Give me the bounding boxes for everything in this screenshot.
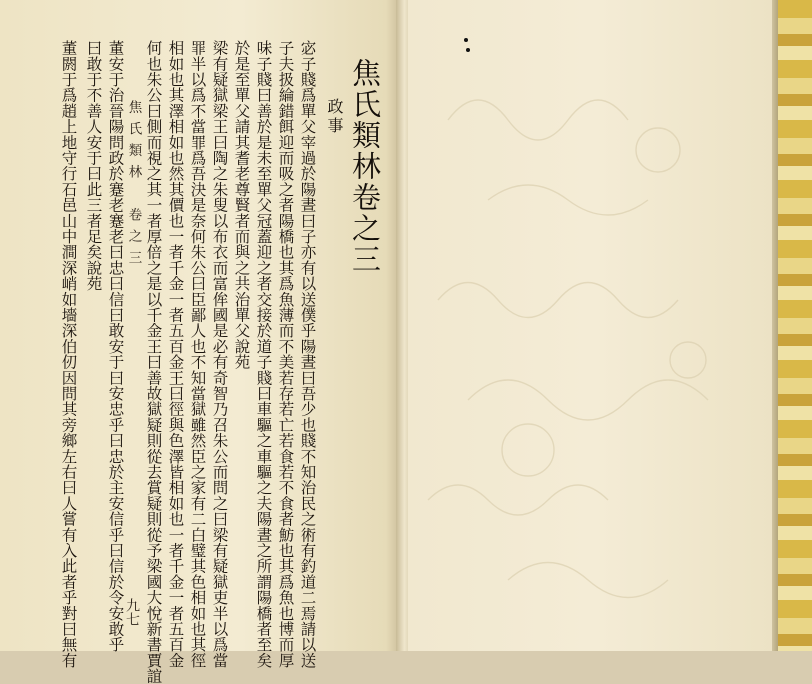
text-column: 何也朱公曰側而視之其一者厚倍之是以千金王曰善故獄疑則從去賞疑則從予梁國大悅新書賈誼 (144, 40, 163, 684)
text-column: 宓子賤爲單父宰過於陽晝曰子亦有以送僕乎陽晝曰吾少也賤不知治民之術有釣道二焉請以送 (298, 40, 317, 668)
text-column: 董安于治晉陽問政於蹇老蹇老曰忠曰信曰敢安于曰安忠乎曰忠於主安信乎曰信於令安敢乎 (106, 40, 125, 653)
page-title: 焦氏類林卷之三 (348, 58, 382, 275)
running-head: 焦氏類林 卷之三 (125, 100, 142, 272)
right-page (408, 0, 778, 651)
text-column: 相如也其澤相如也然其價也一者千金一者五百金王曰徑與色澤皆相如也一者千金一者五百金 (166, 40, 185, 668)
section-heading: 政事 (325, 98, 344, 136)
text-column: 曰敢于不善人安于曰此三者足矣說苑 (84, 40, 103, 292)
text-column: 梁有疑獄梁王曰陶之朱叟以布衣而富侔國是必有奇智乃召朱公而問之曰梁有疑獄吏半以爲當 (210, 40, 229, 668)
text-column: 罪半以爲不當罪爲吾決是奈何朱公曰臣鄙人也不知當獄雖然臣之家有二白璧其色相如也其徑 (188, 40, 207, 668)
text-column: 於是至單父請其耆老尊賢者而與之共治單父說苑 (232, 40, 251, 370)
text-column: 味子賤曰善於是未至單父冠蓋迎之者交接於道子賤曰車驅之車驅之夫陽晝之所謂陽橋者至矣 (254, 40, 273, 668)
text-column: 董閼于爲趙上地守行石邑山中澗深峭如墻深伯仞因問其旁鄉左右曰人嘗有入此者乎對曰無有 (59, 40, 78, 668)
next-page-edge (778, 0, 812, 651)
ink-marks (458, 30, 478, 60)
text-column: 子夫扱綸錯餌迎而吸之者陽橋也其爲魚薄而不美若存若亡若食若不食者魴也其爲魚也博而厚 (276, 40, 295, 668)
page-number: 九七 (124, 598, 140, 626)
faint-cloud-pattern (408, 0, 778, 651)
